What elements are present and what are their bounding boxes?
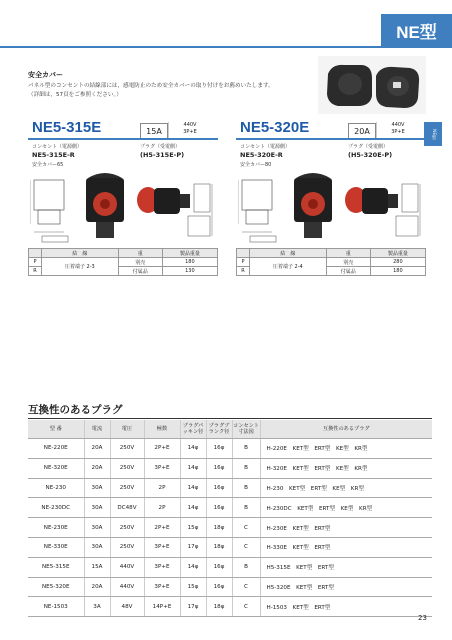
receptacle-model: NE5-320E-R: [240, 151, 283, 159]
spec-header-product-weight: 製品重量: [370, 249, 425, 258]
compat-header-voltage: 電圧: [110, 420, 144, 439]
compat-cell-model: NE-1503: [28, 597, 84, 617]
safety-cover-title: 安全カバー: [28, 71, 63, 79]
spec-cell: 180: [370, 267, 425, 276]
compat-cell-blank-dia: 18φ: [206, 597, 232, 617]
compat-cell-dimension: C: [232, 537, 260, 557]
compat-cell-model: NE-230E: [28, 518, 84, 538]
plug-label: プラグ（受電側）: [348, 144, 389, 150]
spec-cell: P: [237, 258, 250, 267]
compat-cell-packing-dia: 14φ: [180, 458, 206, 478]
table-row: [28, 597, 432, 617]
product-poles: 3P+E: [183, 129, 197, 135]
spec-cell: 圧着端子 2-3: [42, 258, 119, 276]
spec-table: [236, 248, 426, 276]
receptacle-label: コンセント（電源側）: [240, 144, 291, 150]
product-header: [236, 118, 426, 140]
compat-cell-packing-dia: 15φ: [180, 518, 206, 538]
safety-cover-line1: パネル型のコンセントの結線部には，感電防止のため安全カバーの取り付けをお薦めいたします。: [28, 83, 274, 89]
compat-cell-packing-dia: 17φ: [180, 537, 206, 557]
product-poles: 3P+E: [391, 129, 405, 135]
compat-cell-compatible-plugs: H-1503 KET型 ERT型: [260, 597, 432, 617]
product-spec: [376, 122, 419, 139]
compat-cell-poles: 2P: [144, 478, 180, 498]
compat-cell-packing-dia: 14φ: [180, 557, 206, 577]
product-block-2: [236, 118, 426, 308]
compat-cell-voltage: 440V: [110, 577, 144, 597]
compat-body: [28, 439, 432, 617]
compat-cell-compatible-plugs: H-320E KET型 ERT型 KE型 KR型: [260, 458, 432, 478]
product-amp: 15A: [140, 123, 168, 140]
compat-cell-poles: 14P+E: [144, 597, 180, 617]
compat-cell-blank-dia: 16φ: [206, 439, 232, 459]
page-title: NE型: [381, 14, 452, 46]
product-header-rule: [28, 138, 218, 140]
compat-cell-packing-dia: 14φ: [180, 498, 206, 518]
compat-cell-dimension: C: [232, 577, 260, 597]
compat-cell-compatible-plugs: H-230DC KET型 ERT型 KE型 KR型: [260, 498, 432, 518]
plug-label: プラグ（受電側）: [140, 144, 181, 150]
plug-model: (H5-320E-P): [348, 151, 393, 159]
spec-cell: R: [29, 267, 42, 276]
compat-cell-voltage: 440V: [110, 557, 144, 577]
spec-header-wiring: 結 線: [250, 249, 327, 258]
compat-cell-blank-dia: 16φ: [206, 557, 232, 577]
spec-cell: 圧着端子 2-4: [250, 258, 327, 276]
product-name: NE5-320E: [240, 119, 310, 136]
product-illustration: [238, 170, 424, 246]
compat-cell-blank-dia: 18φ: [206, 537, 232, 557]
spec-cell: 別売: [118, 258, 162, 267]
compat-cell-current: 20A: [84, 439, 110, 459]
safety-cover-text: [28, 82, 318, 99]
compat-cell-voltage: 250V: [110, 478, 144, 498]
plug-model: (H5-315E-P): [140, 151, 185, 159]
compat-header-packing-dia: プラグパッキン径: [180, 420, 206, 439]
compat-cell-blank-dia: 16φ: [206, 577, 232, 597]
product-block-1: [28, 118, 218, 308]
compat-table: [28, 420, 432, 617]
compat-cell-model: NE-230DC: [28, 498, 84, 518]
product-header-rule: [236, 138, 426, 140]
compat-cell-dimension: B: [232, 478, 260, 498]
spec-header-wiring: 結 線: [42, 249, 119, 258]
compat-cell-voltage: 48V: [110, 597, 144, 617]
compat-cell-poles: 3P+E: [144, 458, 180, 478]
compat-cell-compatible-plugs: H-230E KET型 ERT型: [260, 518, 432, 538]
compat-cell-packing-dia: 17φ: [180, 597, 206, 617]
compat-cell-dimension: B: [232, 557, 260, 577]
compat-cell-current: 15A: [84, 557, 110, 577]
product-voltage: 440V: [183, 122, 197, 128]
compat-section-title: 互換性のあるプラグ: [28, 404, 123, 416]
product-spec: [168, 122, 211, 139]
product-header: [28, 118, 218, 140]
compat-cell-compatible-plugs: H-220E KET型 ERT型 KE型 KR型: [260, 439, 432, 459]
spec-header-blank: [237, 249, 250, 258]
compat-cell-current: 20A: [84, 458, 110, 478]
compat-cell-model: NE-220E: [28, 439, 84, 459]
header-divider: [0, 46, 452, 48]
compat-cell-current: 30A: [84, 537, 110, 557]
spec-cell: 130: [162, 267, 217, 276]
compat-cell-packing-dia: 15φ: [180, 577, 206, 597]
compat-cell-model: NE5-320E: [28, 577, 84, 597]
compat-cell-dimension: B: [232, 458, 260, 478]
receptacle-label: コンセント（電源側）: [32, 144, 83, 150]
compat-cell-dimension: C: [232, 597, 260, 617]
spec-header-weight: 重: [118, 249, 162, 258]
receptacle-model: NE5-315E-R: [32, 151, 75, 159]
product-voltage: 440V: [391, 122, 405, 128]
product-name: NE5-315E: [32, 119, 102, 136]
spec-cell: R: [237, 267, 250, 276]
compat-cell-poles: 2P+E: [144, 439, 180, 459]
cover-label: 安全カバー80: [240, 162, 272, 168]
compat-cell-compatible-plugs: H5-320E KET型 ERT型: [260, 577, 432, 597]
compat-cell-dimension: B: [232, 439, 260, 459]
spec-cell: 280: [370, 258, 425, 267]
compat-cell-blank-dia: 16φ: [206, 458, 232, 478]
product-illustration: [30, 170, 216, 246]
table-row: [28, 478, 432, 498]
compat-header-blank-dia: プラグブランク径: [206, 420, 232, 439]
compat-title-rule: [28, 418, 432, 419]
compat-cell-model: NE-230: [28, 478, 84, 498]
spec-cell: 180: [162, 258, 217, 267]
spec-cell: 別売: [326, 258, 370, 267]
compat-header-current: 電流: [84, 420, 110, 439]
table-row: [28, 537, 432, 557]
table-row: [28, 498, 432, 518]
safety-cover-photo: [318, 56, 426, 114]
table-row: [28, 458, 432, 478]
compat-cell-poles: 2P+E: [144, 518, 180, 538]
page-number: 23: [418, 614, 427, 622]
compat-cell-blank-dia: 18φ: [206, 518, 232, 538]
compat-header-poles: 極数: [144, 420, 180, 439]
compat-cell-current: 30A: [84, 478, 110, 498]
side-index-tab: NE型: [424, 122, 442, 146]
compat-cell-compatible-plugs: H-330E KET型 ERT型: [260, 537, 432, 557]
table-row: [28, 557, 432, 577]
compat-cell-poles: 2P: [144, 498, 180, 518]
compat-header-dimension: コンセント寸法図: [232, 420, 260, 439]
table-row: [28, 518, 432, 538]
compat-cell-poles: 3P+E: [144, 577, 180, 597]
spec-header-blank: [29, 249, 42, 258]
compat-cell-current: 30A: [84, 498, 110, 518]
compat-cell-poles: 3P+E: [144, 537, 180, 557]
spec-cell: 付属品: [326, 267, 370, 276]
compat-cell-current: 30A: [84, 518, 110, 538]
cover-label: 安全カバー65: [32, 162, 64, 168]
compat-cell-packing-dia: 14φ: [180, 439, 206, 459]
compat-cell-voltage: 250V: [110, 537, 144, 557]
compat-cell-blank-dia: 16φ: [206, 478, 232, 498]
spec-cell: P: [29, 258, 42, 267]
compat-cell-model: NE5-315E: [28, 557, 84, 577]
safety-cover-line2: （詳細は，57頁をご参照ください。）: [28, 91, 122, 98]
table-row: [28, 577, 432, 597]
spec-cell: 付属品: [118, 267, 162, 276]
compat-cell-current: 20A: [84, 577, 110, 597]
compat-header-row: [28, 420, 432, 439]
compat-cell-compatible-plugs: H5-315E KET型 ERT型: [260, 557, 432, 577]
compat-cell-voltage: 250V: [110, 458, 144, 478]
compat-cell-model: NE-320E: [28, 458, 84, 478]
spec-header-product-weight: 製品重量: [162, 249, 217, 258]
compat-cell-dimension: B: [232, 498, 260, 518]
compat-cell-blank-dia: 16φ: [206, 498, 232, 518]
compat-cell-packing-dia: 14φ: [180, 478, 206, 498]
compat-cell-dimension: C: [232, 518, 260, 538]
spec-table: [28, 248, 218, 276]
compat-cell-compatible-plugs: H-230 KET型 ERT型 KE型 KR型: [260, 478, 432, 498]
spec-header-weight: 重: [326, 249, 370, 258]
compat-cell-poles: 3P+E: [144, 557, 180, 577]
compat-cell-voltage: 250V: [110, 439, 144, 459]
product-amp: 20A: [348, 123, 376, 140]
compat-cell-voltage: DC48V: [110, 498, 144, 518]
compat-cell-voltage: 250V: [110, 518, 144, 538]
compat-header-compatible-plugs: 互換性のあるプラグ: [260, 420, 432, 439]
compat-header-model: 型 番: [28, 420, 84, 439]
table-row: [28, 439, 432, 459]
compat-cell-current: 3A: [84, 597, 110, 617]
compat-cell-model: NE-330E: [28, 537, 84, 557]
